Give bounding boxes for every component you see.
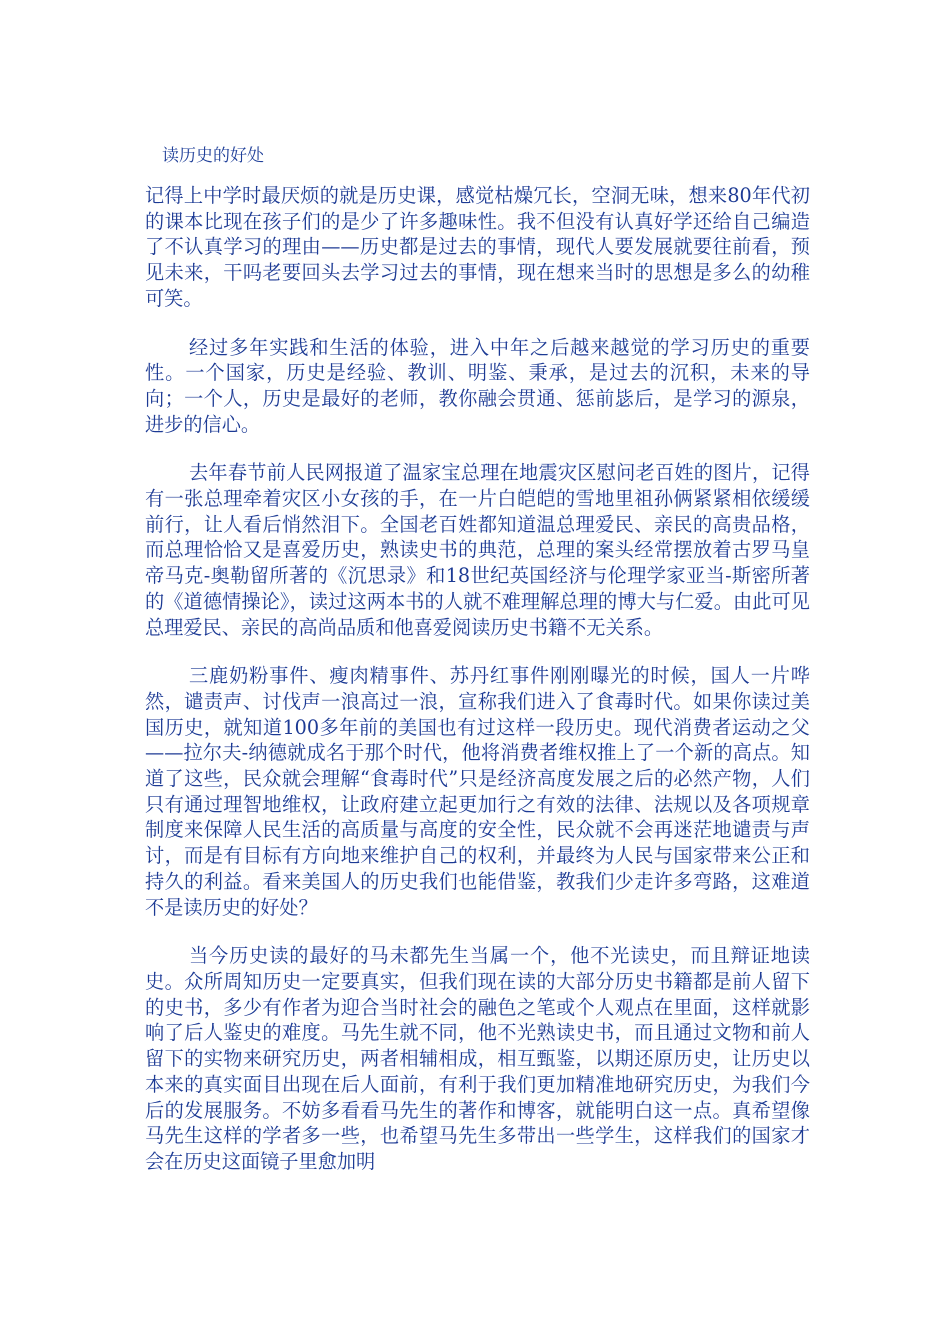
paragraph-2: 经过多年实践和生活的体验，进入中年之后越来越觉的学习历史的重要性。一个国家，历史是经验、教训、明鉴、秉承，是过去的沉积，未来的导向；一个人，历史是最好的老师，教你融会贯通、惩前毖后，是学习的源泉，进步的信心。: [145, 335, 810, 436]
paragraph-1: 记得上中学时最厌烦的就是历史课，感觉枯燥冗长，空洞无味，想来80年代初的课本比现在孩子们的是少了许多趣味性。我不但没有认真好学还给自己编造了不认真学习的理由——历史都是过去的事情，现代人要发展就要往前看，预见未来，干吗老要回头去学习过去的事情，现在想来当时的思想是多么的幼稚可笑。: [145, 184, 810, 310]
document-title: 读历史的好处: [162, 146, 264, 166]
paragraph-3: 去年春节前人民网报道了温家宝总理在地震灾区慰问老百姓的图片，记得有一张总理牵着灾区小女孩的手，在一片白皑皑的雪地里祖孙俩紧紧相依缓缓前行，让人看后悄然泪下。全国老百姓都知道温总理爱民、亲民的高贵品格，而总理恰恰又是喜爱历史，熟读史书的典范，总理的案头经常摆放着古罗马皇帝马克-奥勒留所著的《沉思录》和18世纪英国经济与伦理学家亚当-斯密所著的《道德情操论》，读过这两本书的人就不难理解总理的博大与仁爱。由此可见总理爱民、亲民的高尚品质和他喜爱阅读历史书籍不无关系。: [145, 461, 810, 639]
document-body: [145, 183, 810, 1198]
paragraph-4: 三鹿奶粉事件、瘦肉精事件、苏丹红事件刚刚曝光的时候，国人一片哗然，谴责声、讨伐声一浪高过一浪，宣称我们进入了食毒时代。如果你读过美国历史，就知道100多年前的美国也有过这样一段历史。现代消费者运动之父——拉尔夫-纳德就成名于那个时代，他将消费者维权推上了一个新的高点。知道了这些，民众就会理解“食毒时代”只是经济高度发展之后的必然产物，人们只有通过理智地维权，让政府建立起更加行之有效的法律、法规以及各项规章制度来保障人民生活的高质量与高度的安全性，民众就不会再迷茫地谴责与声讨，而是有目标有方向地来维护自己的权利，并最终为人民与国家带来公正和持久的利益。看来美国人的历史我们也能借鉴，教我们少走许多弯路，这难道不是读历史的好处？: [145, 664, 810, 919]
paragraph-5: 当今历史读的最好的马未都先生当属一个，他不光读史，而且辩证地读史。众所周知历史一定要真实，但我们现在读的大部分历史书籍都是前人留下的史书，多少有作者为迎合当时社会的融色之笔或个人观点在里面，这样就影响了后人鉴史的难度。马先生就不同，他不光熟读史书，而且通过文物和前人留下的实物来研究历史，两者相辅相成，相互甄鉴，以期还原历史，让历史以本来的真实面目出现在后人面前，有利于我们更加精准地研究历史，为我们今后的发展服务。不妨多看看马先生的著作和博客，就能明白这一点。真希望像马先生这样的学者多一些，也希望马先生多带出一些学生，这样我们的国家才会在历史这面镜子里愈加明: [145, 944, 810, 1173]
